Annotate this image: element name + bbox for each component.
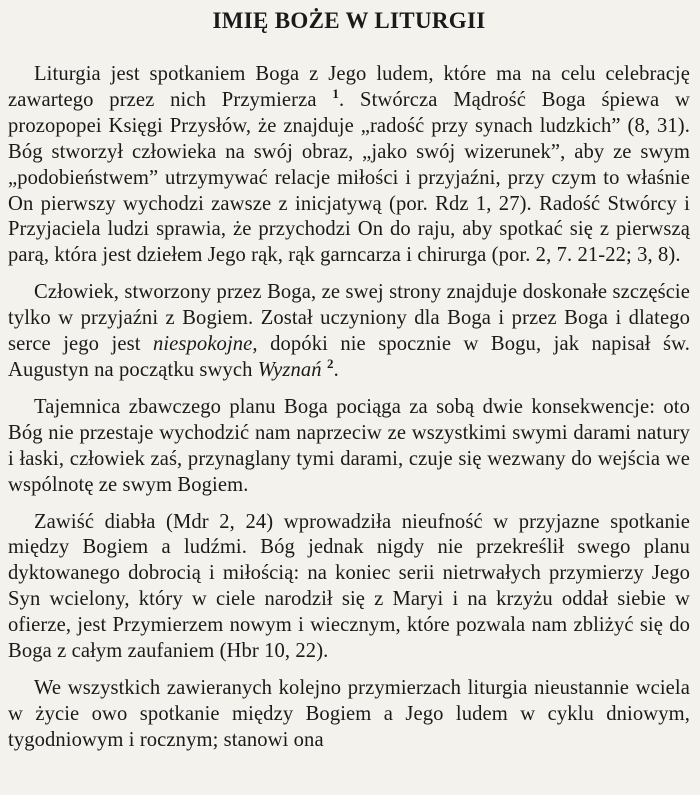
text-run: . — [333, 358, 339, 381]
paragraph-5 — [8, 676, 690, 754]
text-run: . Stwórcza Mądrość Boga śpiewa w prozopopei Księgi Przysłów, że znajduje „radość przy synach ludzkich” (8, 31). Bóg stworzył człowieka na swój obraz, „jako swój wizerunek”, aby ze swym „podobieństwem” utrzymywać relacje miłości i przyjaźni, przy czym to właśnie On pierwszy wychodzi zawsze z inicjatywą (por. Rdz 1, 27). Radość Stwórcy i Przyjaciela ludzi sprawia, że przychodzi On do raju, aby spotkać się z pierwszą parą, która jest dziełem Jego rąk, rąk garncarza i chirurga (por. 2, 7. 21-22; 3, 8). — [8, 88, 690, 267]
text-run: We wszystkich zawieranych kolejno przymierzach liturgia nieustannie wciela w życie owo spotkanie między Bogiem a Jego ludem w cyklu dniowym, tygodniowym i rocznym; stanowi ona — [8, 676, 690, 751]
text-run: Tajemnica zbawczego planu Boga pociąga za sobą dwie konsekwencje: oto Bóg nie przestaje wychodzić nam naprzeciw ze wszystkimi swymi darami natury i łaski, człowiek zaś, przynaglany tymi darami, czuje się wezwany do wejścia we wspólnotę ze swym Bogiem. — [8, 395, 690, 496]
text-run: Człowiek, stworzony przez Boga, ze swej strony znajduje doskonałe szczęście tylko w przyjaźni z Bogiem. Został uczyniony dla Boga i przez Boga i dlatego serce jego jest — [8, 281, 690, 356]
italic-text: niespokojne — [152, 333, 253, 356]
paragraph-2 — [8, 280, 690, 384]
footnote-marker: 2 — [326, 356, 334, 372]
footnote-marker: 1 — [332, 86, 339, 102]
text-run: Zawiść diabła (Mdr 2, 24) wprowadziła nieufność w przyjazne spotkanie między Bogiem a ludźmi. Bóg jednak nigdy nie przekreślił swego planu dyktowanego dobrocią i miłością: na koniec serii nietrwałych przymierzy Jego Syn wcielony, który w ciele narodził się z Maryi i na krzyżu oddał siebie w ofierze, jest Przymierzem nowym i wiecznym, które pozwala nam zbliżyć się do Boga z całym zaufaniem (Hbr 10, 22). — [8, 510, 690, 663]
text-run: Liturgia jest spotkaniem Boga z Jego ludem, które ma na celu celebrację zawartego przez nich Przymierza — [8, 63, 690, 111]
body-text — [8, 62, 690, 754]
paragraph-1 — [8, 62, 690, 269]
italic-text: Wyznań — [257, 358, 322, 381]
text-run: , dopóki nie spocznie w Bogu, jak napisał św. Augustyn na początku swych — [8, 333, 690, 381]
paragraph-4 — [8, 510, 690, 665]
page-title: IMIĘ BOŻE W LITURGII — [212, 8, 486, 33]
paragraph-3 — [8, 395, 690, 499]
